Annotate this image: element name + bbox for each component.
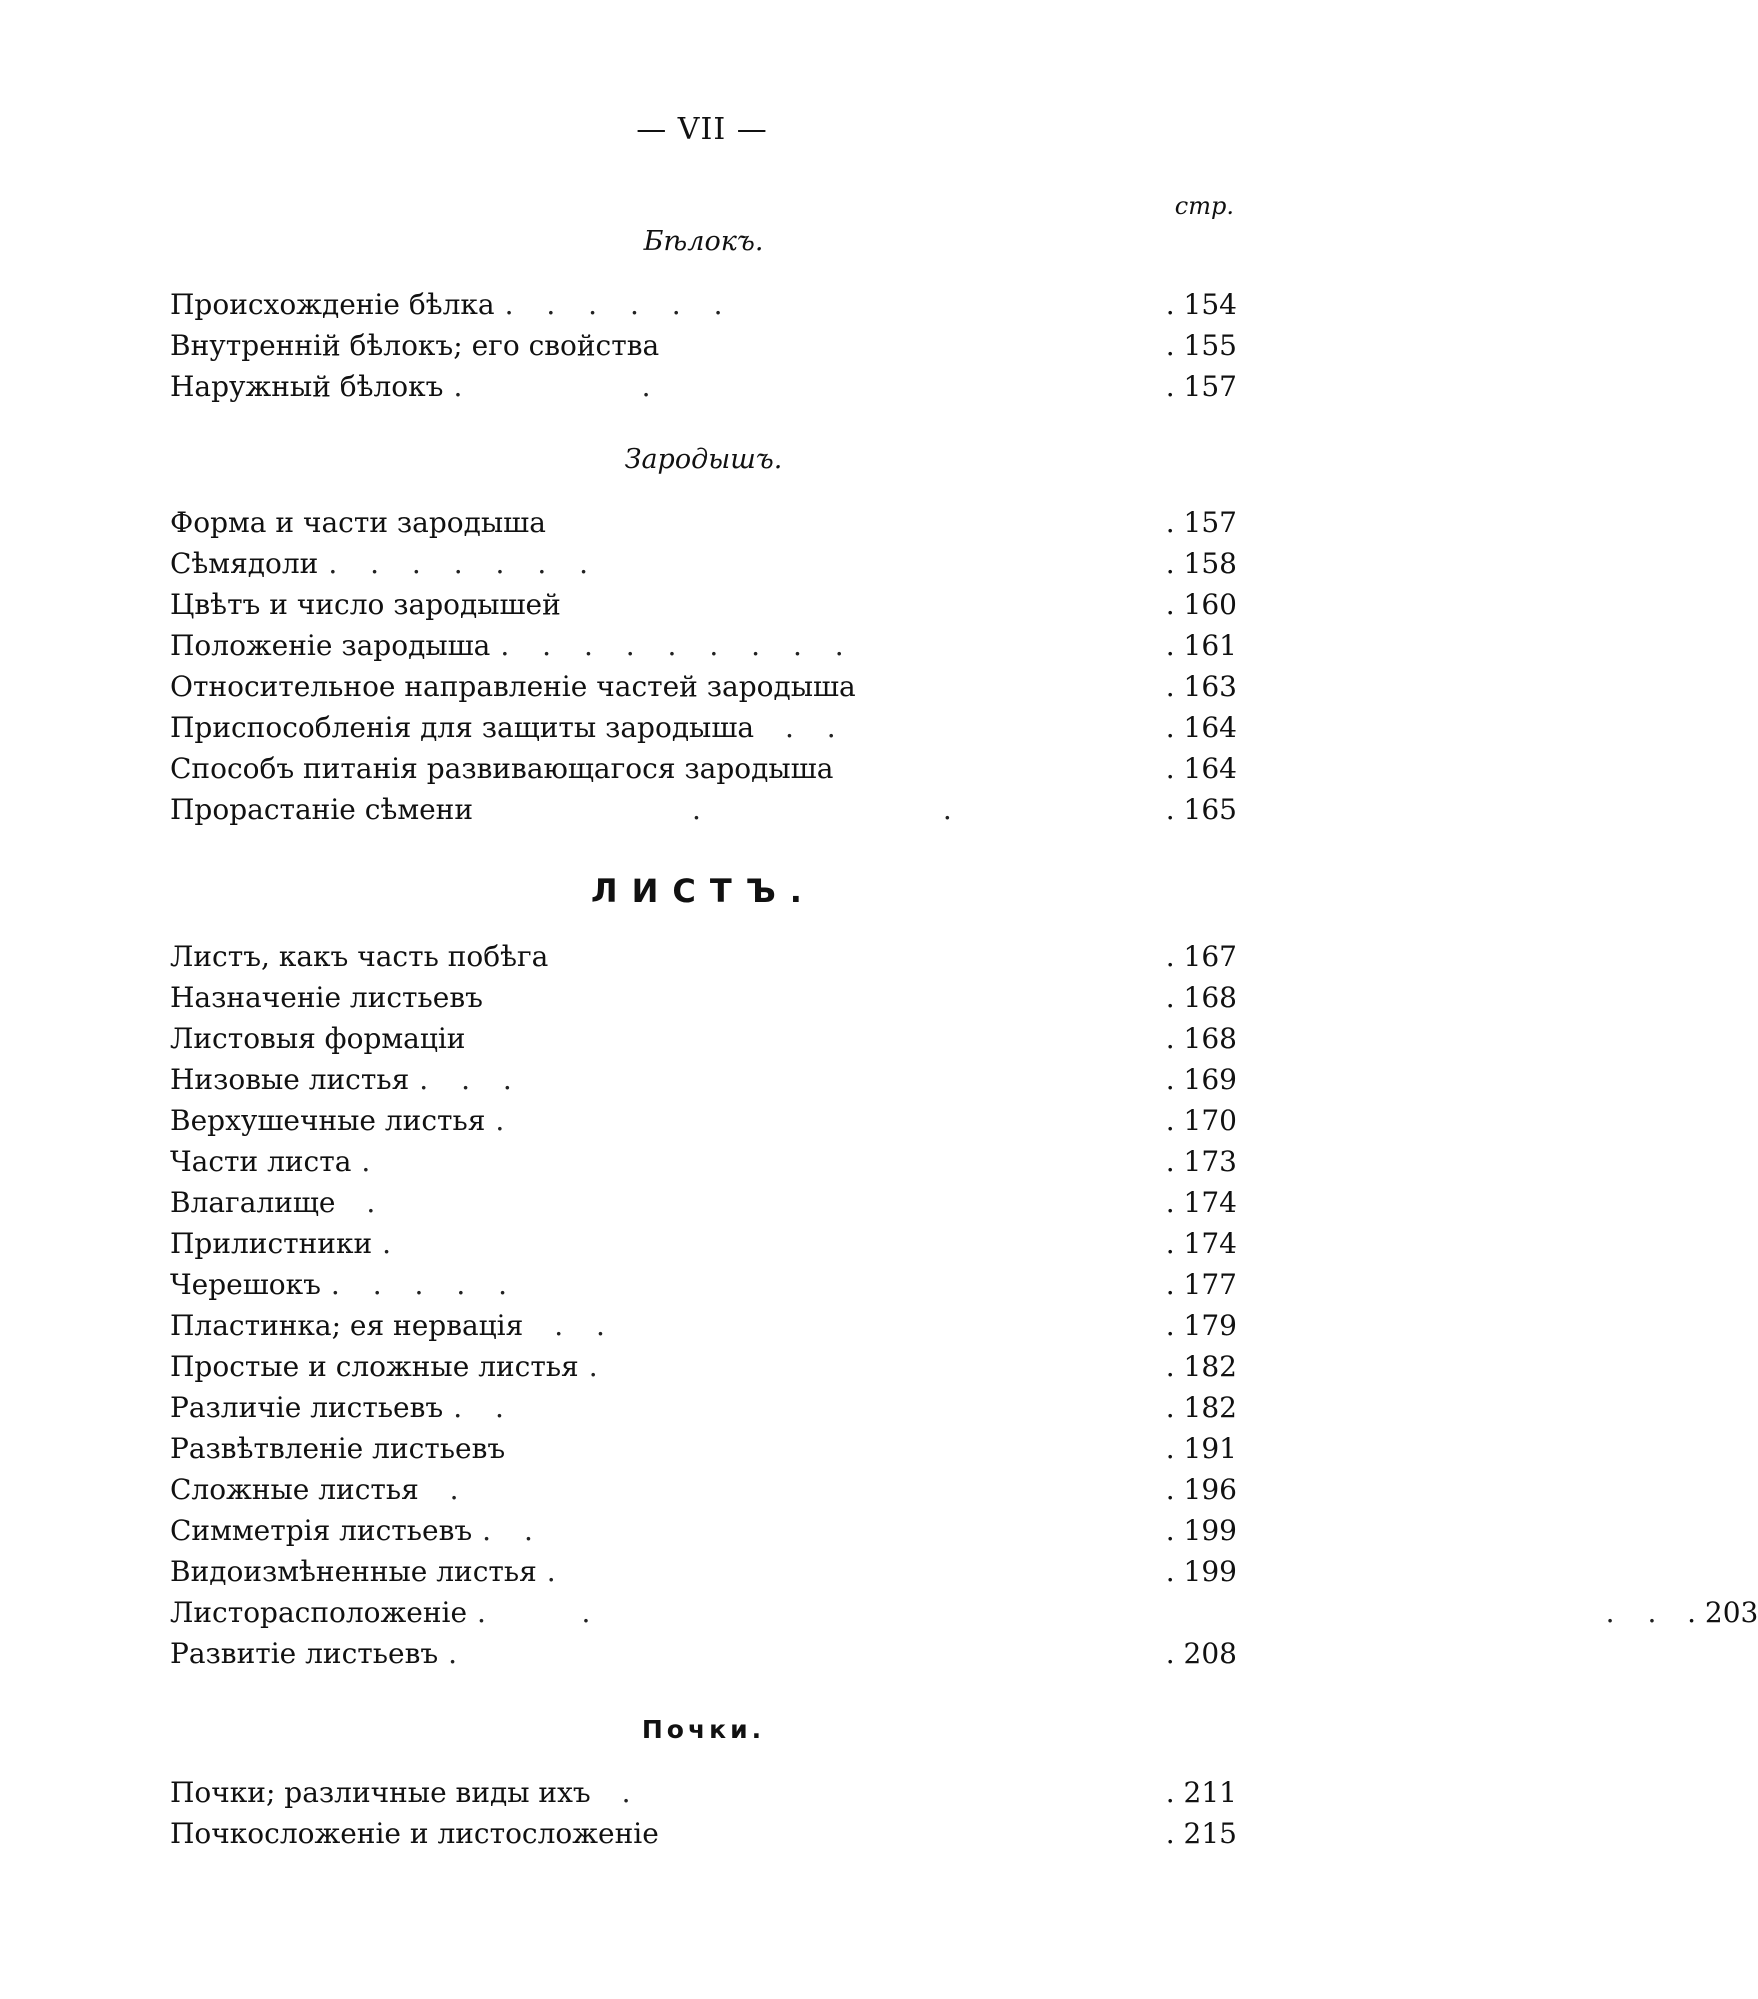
- dot-leader: . . . . . .: [504, 288, 735, 321]
- dot-leader: .: [345, 1186, 388, 1219]
- toc-entry: [170, 1264, 1237, 1305]
- entry-title: Форма и части зародыша: [170, 506, 546, 539]
- entry-page: . 165: [1165, 793, 1237, 826]
- toc-entry: [170, 977, 1237, 1018]
- entry-page: . 169: [1165, 1063, 1237, 1096]
- entry-title: Способъ питанія развивающагося зародыша: [170, 752, 834, 785]
- toc-entry: [170, 1428, 1237, 1469]
- entry-title: Части листа: [170, 1145, 352, 1178]
- entry-title: Внутренній бѣлокъ; его свойства: [170, 329, 660, 362]
- entry-page: . 215: [1165, 1817, 1237, 1850]
- dot-leader: .: [546, 1555, 568, 1588]
- entry-title: Листъ, какъ часть побѣга: [170, 940, 549, 973]
- toc-entry: [170, 1141, 1237, 1182]
- toc-section-zarodysh: [170, 430, 1237, 830]
- toc-entry: [170, 1551, 1237, 1592]
- dot-leader: .: [361, 1145, 383, 1178]
- toc-entry: [170, 284, 1237, 325]
- entry-page: . 199: [1165, 1555, 1237, 1588]
- entry-page: . 158: [1165, 547, 1237, 580]
- entry-page: . 170: [1165, 1104, 1237, 1137]
- entry-page: . 203: [1687, 1596, 1758, 1629]
- entry-title: Назначеніе листьевъ: [170, 981, 483, 1014]
- toc-entry: [170, 1305, 1237, 1346]
- entry-title: Низовые листья: [170, 1063, 410, 1096]
- dot-leader: . . . . . . .: [328, 547, 601, 580]
- entry-title: Сложные листья: [170, 1473, 419, 1506]
- section-title: Зародышъ.: [624, 444, 783, 475]
- entry-page: . 173: [1165, 1145, 1237, 1178]
- dot-leader: . .: [453, 370, 663, 403]
- toc-entry: [170, 366, 1237, 407]
- entry-page: . 160: [1165, 588, 1237, 621]
- entry-page: . 168: [1165, 1022, 1237, 1055]
- entry-title: Листорасположеніе: [170, 1596, 468, 1629]
- entry-title: Симметрія листьевъ: [170, 1514, 473, 1547]
- entry-page: . 164: [1165, 711, 1237, 744]
- dot-leader: . .: [764, 711, 848, 744]
- toc-entry: [170, 1182, 1237, 1223]
- entry-title: Цвѣтъ и число зародышей: [170, 588, 561, 621]
- toc-entry: [170, 748, 1237, 789]
- dot-leader: .: [495, 1104, 517, 1137]
- dot-leader: . . . .: [477, 1596, 1669, 1629]
- toc-entry: [170, 1223, 1237, 1264]
- toc-entry: [170, 325, 1237, 366]
- section-title: Почки.: [641, 1715, 766, 1744]
- entry-page: . 199: [1165, 1514, 1237, 1547]
- toc-section-pochki: [170, 1700, 1237, 1854]
- entry-title: Развѣтвленіе листьевъ: [170, 1432, 506, 1465]
- entry-page: . 179: [1165, 1309, 1237, 1342]
- toc-entry: [170, 1592, 1758, 1633]
- entry-page: . 174: [1165, 1227, 1237, 1260]
- dot-leader: .: [448, 1637, 470, 1670]
- toc-entry: [170, 1387, 1237, 1428]
- entry-page: . 154: [1165, 288, 1237, 321]
- entry-title: Наружный бѣлокъ: [170, 370, 444, 403]
- toc-entry: [170, 936, 1237, 977]
- toc-entry: [170, 1772, 1237, 1813]
- entry-title: Сѣмядоли: [170, 547, 319, 580]
- entry-title: Происхожденіе бѣлка: [170, 288, 495, 321]
- toc-entry: [170, 1633, 1237, 1674]
- entry-title: Положеніе зародыша: [170, 629, 491, 662]
- dot-leader: . . . . . . . . .: [500, 629, 856, 662]
- entry-page: . 163: [1165, 670, 1237, 703]
- entry-title: Листовыя формаціи: [170, 1022, 466, 1055]
- dot-leader: .: [428, 1473, 471, 1506]
- entry-title: Черешокъ: [170, 1268, 321, 1301]
- toc-entry: [170, 1059, 1237, 1100]
- dot-leader: .: [600, 1776, 643, 1809]
- entry-page: . 168: [1165, 981, 1237, 1014]
- toc-entry: [170, 625, 1237, 666]
- dot-leader: . .: [483, 793, 964, 826]
- toc-entry: [170, 1469, 1237, 1510]
- toc-section-list: [170, 860, 1758, 1674]
- entry-title: Различіе листьевъ: [170, 1391, 444, 1424]
- dot-leader: . .: [482, 1514, 545, 1547]
- dot-leader: . . .: [419, 1063, 524, 1096]
- entry-title: Пластинка; ея нервація: [170, 1309, 524, 1342]
- toc-entry: [170, 1346, 1237, 1387]
- toc-entry: [170, 584, 1237, 625]
- toc-entry: [170, 543, 1237, 584]
- entry-page: . 161: [1165, 629, 1237, 662]
- entry-title: Приспособленія для защиты зародыша: [170, 711, 755, 744]
- entry-page: . 174: [1165, 1186, 1237, 1219]
- entry-page: . 208: [1165, 1637, 1237, 1670]
- dot-leader: .: [382, 1227, 404, 1260]
- section-title: ЛИСТЪ.: [591, 872, 816, 910]
- entry-title: Прорастаніе сѣмени: [170, 793, 474, 826]
- toc-entry: [170, 789, 1237, 830]
- dot-leader: .: [588, 1350, 610, 1383]
- toc-entry: [170, 1510, 1237, 1551]
- page-number: — VII —: [636, 112, 768, 147]
- toc-entry: [170, 1813, 1237, 1854]
- entry-page: . 182: [1165, 1391, 1237, 1424]
- entry-title: Почки; различные виды ихъ: [170, 1776, 591, 1809]
- entry-title: Верхушечные листья: [170, 1104, 486, 1137]
- section-title: Бѣлокъ.: [643, 226, 764, 257]
- toc-entry: [170, 707, 1237, 748]
- entry-page: . 196: [1165, 1473, 1237, 1506]
- entry-page: . 167: [1165, 940, 1237, 973]
- entry-page: . 157: [1165, 370, 1237, 403]
- entry-page: . 211: [1165, 1776, 1237, 1809]
- dot-leader: . . . . .: [330, 1268, 520, 1301]
- entry-page: . 191: [1165, 1432, 1237, 1465]
- page-column-label: стр.: [1174, 192, 1234, 220]
- entry-page: . 155: [1165, 329, 1237, 362]
- entry-title: Относительное направленіе частей зародыша: [170, 670, 856, 703]
- entry-title: Видоизмѣненные листья: [170, 1555, 537, 1588]
- toc-entry: [170, 502, 1237, 543]
- entry-title: Развитіе листьевъ: [170, 1637, 439, 1670]
- entry-title: Влагалище: [170, 1186, 336, 1219]
- entry-page: . 164: [1165, 752, 1237, 785]
- toc-entry: [170, 1100, 1237, 1141]
- entry-page: . 177: [1165, 1268, 1237, 1301]
- entry-title: Прилистники: [170, 1227, 373, 1260]
- entry-page: . 182: [1165, 1350, 1237, 1383]
- toc-section-belok: [170, 212, 1237, 407]
- dot-leader: . .: [533, 1309, 617, 1342]
- entry-page: . 157: [1165, 506, 1237, 539]
- toc-entry: [170, 666, 1237, 707]
- entry-title: Простые и сложные листья: [170, 1350, 579, 1383]
- dot-leader: . .: [453, 1391, 516, 1424]
- entry-title: Почкосложеніе и листосложеніе: [170, 1817, 659, 1850]
- toc-entry: [170, 1018, 1237, 1059]
